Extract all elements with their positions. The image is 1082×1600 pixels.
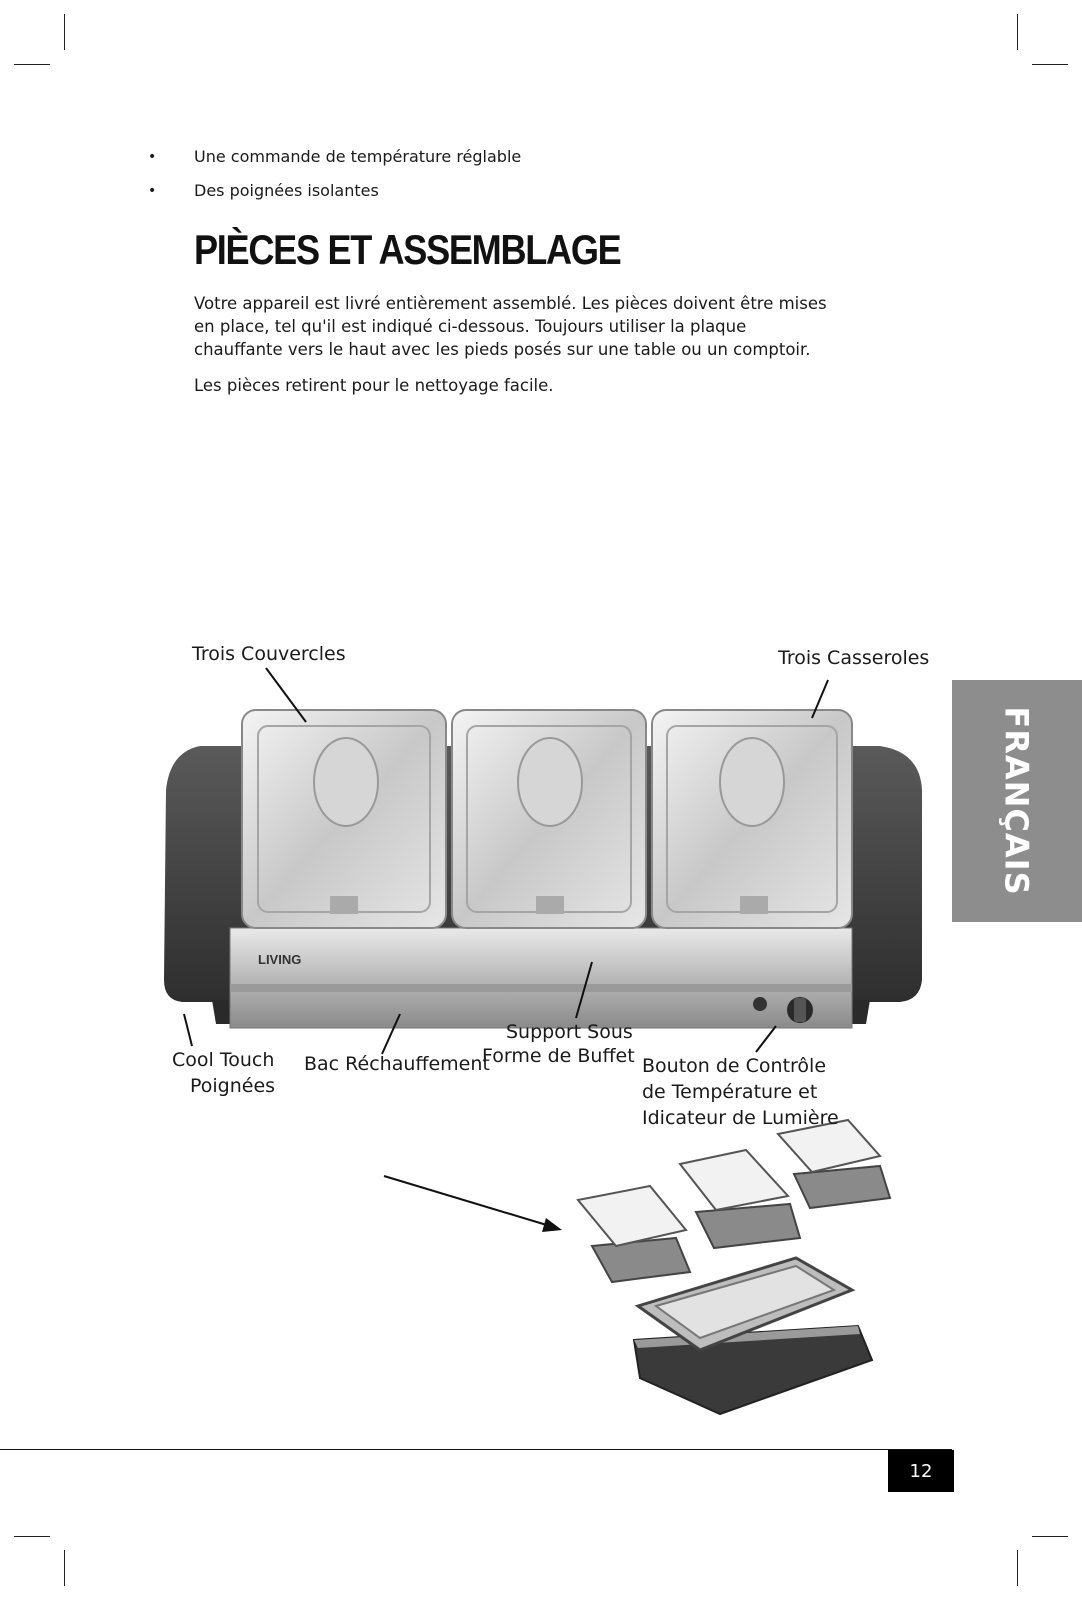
leader-handles xyxy=(184,1014,192,1046)
exploded-lid-2 xyxy=(680,1150,788,1210)
lid-notch xyxy=(740,896,768,914)
lid-handle xyxy=(518,738,582,826)
indicator-light xyxy=(753,997,767,1011)
lid-handle xyxy=(720,738,784,826)
label-control-line3: Idicateur de Lumière xyxy=(642,1107,839,1129)
label-support-line2: Forme de Buffet xyxy=(482,1045,635,1067)
leader-control xyxy=(756,1026,776,1052)
language-tab xyxy=(952,680,1082,922)
pan-3 xyxy=(652,710,852,928)
exploded-view-arrow xyxy=(384,1176,562,1232)
label-control-line1: Bouton de Contrôle xyxy=(642,1055,827,1077)
label-handles-line1: Cool Touch xyxy=(172,1049,275,1071)
label-support-line1: Support Sous xyxy=(506,1021,633,1043)
buffet-server xyxy=(164,710,922,1028)
exploded-pan-3 xyxy=(794,1166,890,1208)
exploded-pan-2 xyxy=(696,1204,800,1248)
exploded-lid-1 xyxy=(578,1186,686,1246)
footer-divider xyxy=(0,1449,952,1450)
bullet-icon: • xyxy=(148,183,157,199)
list-item: • Une commande de température réglable xyxy=(148,147,522,166)
bullet-icon: • xyxy=(148,149,157,165)
exploded-view xyxy=(578,1120,890,1414)
knob-grip xyxy=(794,998,806,1022)
lid-handle xyxy=(314,738,378,826)
lid-notch xyxy=(330,896,358,914)
intro-paragraph: Votre appareil est livré entièrement assemblé. Les pièces doivent être mises en place, tel qu'il est indiqué ci-dessous. Toujours utiliser la plaque chauffante vers le haut avec les pieds posés sur une table ou un comptoir. xyxy=(194,294,827,359)
pan-1 xyxy=(242,710,446,928)
label-tray: Bac Réchauffement xyxy=(304,1053,490,1075)
label-handles-line2: Poignées xyxy=(190,1075,276,1097)
language-tab-label: FRANÇAIS xyxy=(998,706,1036,896)
buffet-base xyxy=(230,928,852,1028)
cleaning-note: Les pièces retirent pour le nettoyage facile. xyxy=(194,376,554,395)
exploded-pan-1 xyxy=(592,1238,690,1282)
list-item: • Des poignées isolantes xyxy=(148,181,379,200)
page-number: 12 xyxy=(888,1450,954,1492)
label-lids: Trois Couvercles xyxy=(192,643,346,665)
warming-tray-rail xyxy=(230,984,852,992)
lid-notch xyxy=(536,896,564,914)
label-control-line2: de Température et xyxy=(642,1081,818,1103)
section-title: PIÈCES ET ASSEMBLAGE xyxy=(194,226,621,273)
brand-logo: LIVING xyxy=(258,952,302,967)
label-pans: Trois Casseroles xyxy=(778,647,930,669)
pan-2 xyxy=(452,710,646,928)
